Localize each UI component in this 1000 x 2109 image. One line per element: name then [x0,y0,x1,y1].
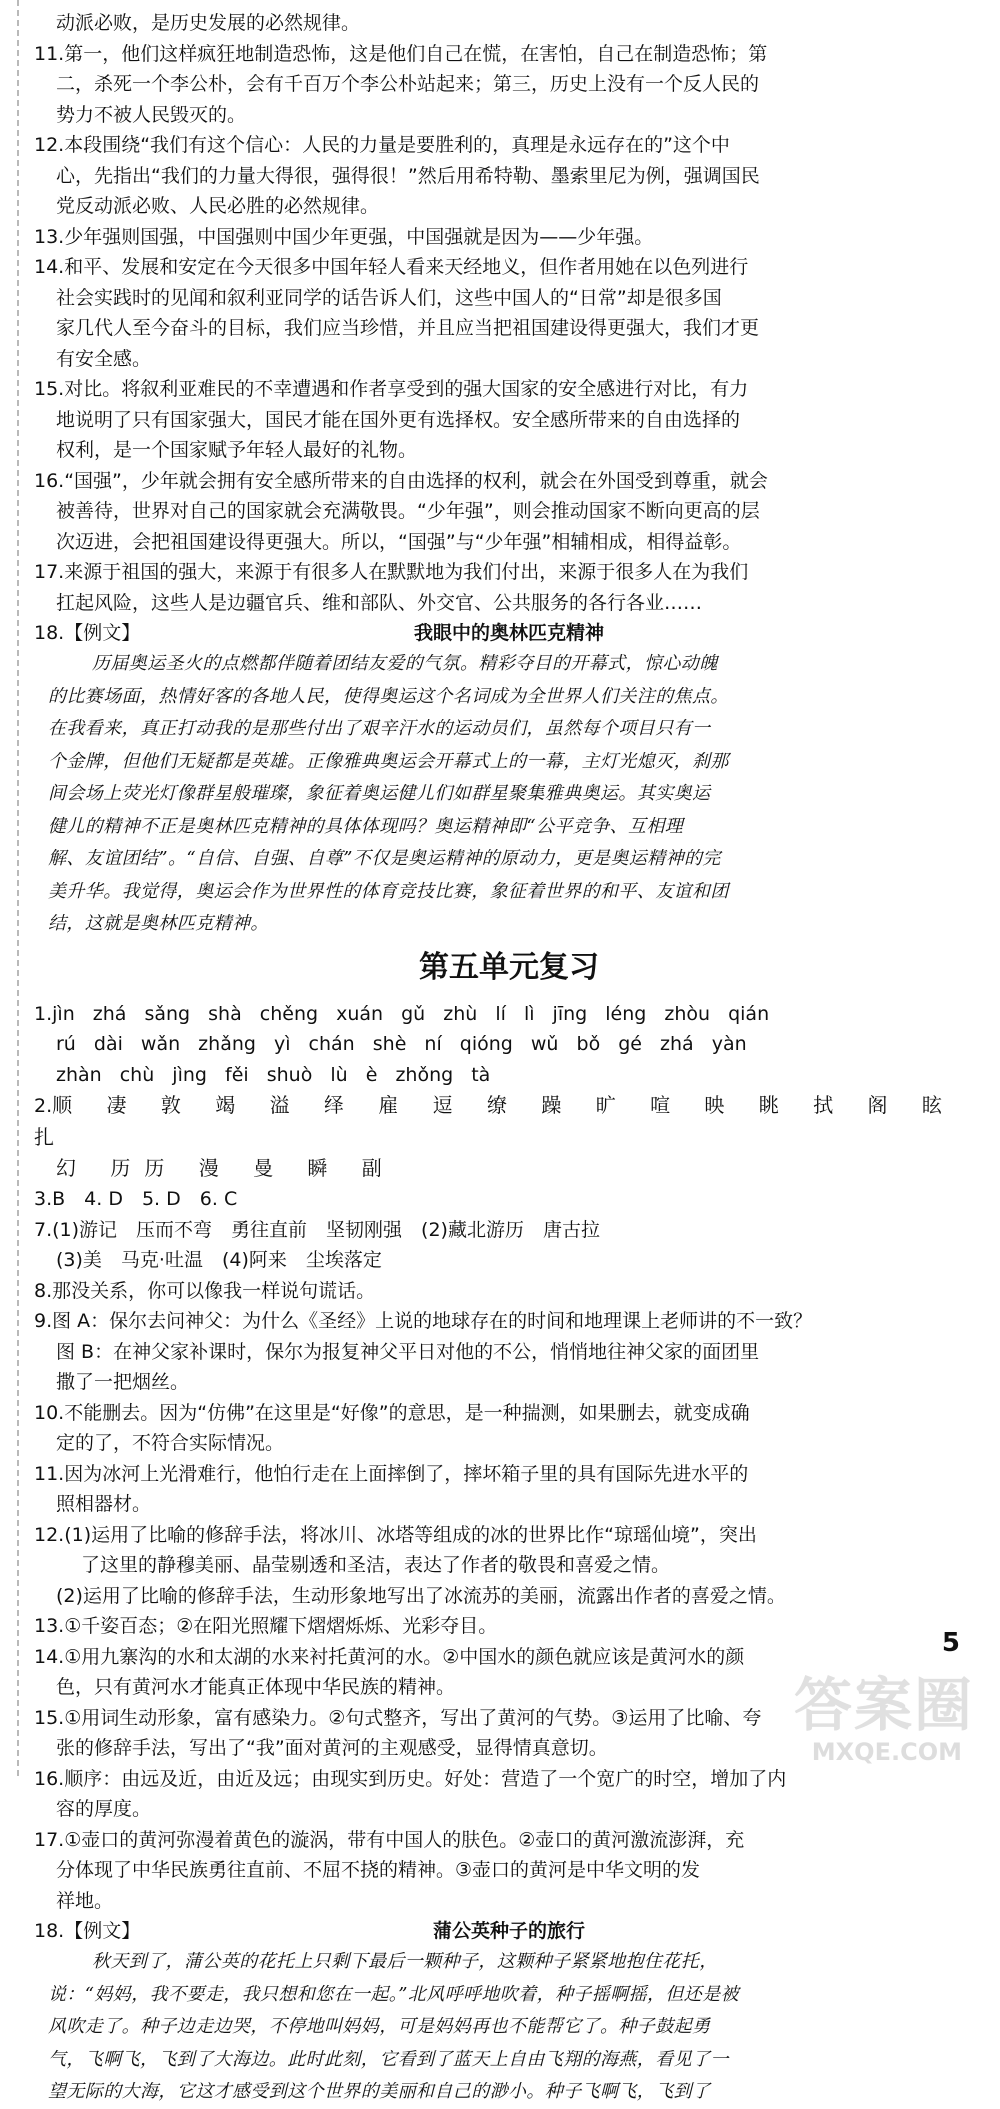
pinyin-line: zhàn chù jìng fěi shuò lù è zhǒng tà [56,1063,491,1086]
essay-line-text: 望无际的大海，它这才感受到这个世界的美丽和自己的渺小。种子飞啊飞，飞到了 [48,2081,711,2102]
answer-line: 第一，他们这样疯狂地制造恐怖，这是他们自己在慌，在害怕，自己在制造恐怖；第 [64,42,768,65]
answer-line: 有安全感。 [56,347,152,370]
answer-line: 社会实践时的见闻和叙利亚同学的话告诉人们，这些中国人的“日常”却是很多国 [56,286,722,309]
page-number: 5 [941,1628,960,1658]
unit5-answers [34,1184,984,1916]
answer-number: 3. [34,1188,53,1210]
essay-line [48,681,984,714]
essay-line [48,876,984,909]
answer-line: 家几代人至今奋斗的目标，我们应当珍惜，并且应当把祖国建设得更强大，我们才更 [56,317,760,339]
essay-1-title: 我眼中的奥林匹克精神 [413,622,604,644]
answer-line: 扛起风险，这些人是边疆官兵、维和部队、外交官、公共服务的各行各业…… [56,591,703,614]
answer-item [34,1398,984,1459]
answer-line: 心，先指出“我们的力量大得很，强得很！”然后用希特勒、墨索里尼为例，强调国民 [56,164,760,187]
answer-item [34,222,984,253]
essay-line-text: 健儿的精神不正是奥林匹克精神的具体体现吗？奥运精神即“公平竞争、互相理 [48,815,684,837]
essay-2-title: 蒲公英种子的旅行 [432,1920,585,1942]
answer-item [34,1520,984,1612]
essay-1-body [34,648,984,941]
answer-line: 被善待，世界对自己的国家就会充满敬畏。“少年强”，则会推动国家不断向更高的层 [56,500,760,522]
answer-item [34,1459,984,1520]
answer-item [34,1764,984,1825]
answer-line: 来源于祖国的强大，来源于有很多人在默默地为我们付出，来源于很多人在为我们 [64,561,749,583]
essay-line [48,908,984,941]
answer-line: 党反动派必败、人民必胜的必然规律。 [56,195,380,217]
essay-line-text: 间会场上荧光灯像群星般璀璨，象征着奥运健儿们如群星聚集雅典奥运。其实奥运 [48,783,711,804]
essay-line-text: 风吹走了。种子边走边哭，不停地叫妈妈，可是妈妈再也不能帮它了。种子鼓起勇 [48,2016,711,2037]
answer-item [34,1306,984,1398]
answer-number: 13. [34,1615,65,1637]
answer-number: 8. [34,1279,53,1302]
answer-line: 本段围绕“我们有这个信心：人民的力量是要胜利的，真理是永远存在的”这个中 [64,134,730,156]
unit4-answers [34,8,984,618]
answer-number: 12. [34,134,65,156]
answer-line: 不能删去。因为“仿佛”在这里是“好像”的意思，是一种揣测，如果删去，就变成确 [64,1401,750,1424]
essay-2-label: 18.【例文】 [34,1920,141,1942]
answer-line: 权利，是一个国家赋予年轻人最好的礼物。 [56,439,418,461]
answer-line: 次迈进，会把祖国建设得更强大。所以，“国强”与“少年强”相辅相成，相得益彰。 [56,530,742,553]
answer-line: 照相器材。 [56,1493,152,1515]
pinyin-line: rú dài wǎn zhǎng yì chán shè ní qióng wǔ bǒ gé zhá yàn [56,1033,747,1055]
answer-line: 那没关系，你可以像我一样说句谎话。 [52,1279,376,1302]
answer-number: 16. [34,469,65,492]
answer-number: 15. [34,1706,65,1729]
answer-item [34,1215,984,1276]
essay-line [48,843,984,876]
answer-item [34,1276,984,1307]
answer-line: 图 A：保尔去问神父：为什么《圣经》上说的地球存在的时间和地理课上老师讲的不一致？ [52,1310,813,1332]
answer-line: 容的厚度。 [56,1798,152,1820]
answer-number: 7. [34,1218,53,1241]
essay-line [48,1946,984,1979]
answer-item [34,374,984,466]
answer-line: (1)运用了比喻的修辞手法，将冰川、冰塔等组成的冰的世界比作“琼瑶仙境”，突出 [64,1523,757,1546]
chars-line: 幻 历历 漫 曼 瞬 副 [56,1156,396,1180]
answer-line: 势力不被人民毁灭的。 [56,103,247,126]
essay-1-label: 18.【例文】 [34,622,141,644]
answer-line: ①用词生动形象，富有感染力。②句式整齐，写出了黄河的气势。③运用了比喻、夸 [64,1706,762,1729]
answer-number: 12. [34,1523,65,1546]
answer-line: ①用九寨沟的水和太湖的水来衬托黄河的水。②中国水的颜色就应该是黄河水的颜 [64,1645,745,1668]
answer-line: 了这里的静穆美丽、晶莹剔透和圣洁，表达了作者的敬畏和喜爱之情。 [56,1554,671,1576]
answer-line: (2)运用了比喻的修辞手法，生动形象地写出了冰流苏的美丽，流露出作者的喜爱之情。 [56,1584,786,1607]
answer-item [34,252,984,374]
essay-line-text: 说：“妈妈，我不要走，我只想和您在一起。”北风呼呼地吹着，种子摇啊摇，但还是被 [48,1983,740,2005]
answer-2-characters [34,1090,984,1184]
answer-number: 15. [34,378,65,400]
essay-line [48,2044,984,2077]
answer-number: 11. [34,42,65,65]
answer-number: 17. [34,1828,65,1851]
answer-number: 16. [34,1767,65,1790]
essay-2 [34,1916,984,2109]
answer-line: (1)游记 压而不弯 勇往直前 坚韧刚强 (2)藏北游历 唐古拉 [52,1218,600,1241]
answer-line: 分体现了中华民族勇往直前、不屈不挠的精神。③壶口的黄河是中华文明的发 [56,1859,701,1881]
answer-line: 张的修辞手法，写出了“我”面对黄河的主观感受，显得情真意切。 [56,1737,608,1759]
answer-number: 2. [34,1095,53,1117]
essay-line [48,2076,984,2109]
essay-2-body [34,1946,984,2109]
essay-line-text: 解、友谊团结”。“自信、自强、自尊”不仅是奥运精神的原动力，更是奥运精神的完 [48,848,721,869]
answer-line: (3)美 马克·吐温 (4)阿来 尘埃落定 [56,1249,382,1271]
binding-dashed-line [17,0,19,1776]
watermark-text: 答案圈 [793,1671,974,1739]
answer-line: 二，杀死一个李公朴，会有千百万个李公朴站起来；第三，历史上没有一个反人民的 [56,73,760,95]
answer-line: 地说明了只有国家强大，国民才能在国外更有选择权。安全感所带来的自由选择的 [56,408,741,431]
section-title: 第五单元复习 [419,949,599,985]
essay-line-text: 个金牌，但他们无疑都是英雄。正像雅典奥运会开幕式上的一幕，主灯光熄灭，刹那 [48,750,729,772]
essay-line [48,648,984,681]
answer-line: 定的了，不符合实际情况。 [56,1432,285,1454]
essay-line-text: 的比赛场面，热情好客的各地人民，使得奥运这个名词成为全世界人们关注的焦点。 [48,685,729,707]
answer-item [34,1611,984,1642]
answer-item [34,130,984,222]
answer-line: ①壶口的黄河弥漫着黄色的漩涡，带有中国人的肤色。②壶口的黄河激流澎湃，充 [64,1828,745,1851]
answer-1-pinyin [34,999,984,1091]
answer-number: 14. [34,256,65,278]
answer-item [34,466,984,558]
answer-line: 祥地。 [56,1889,114,1912]
answer-line: 和平、发展和安定在今天很多中国年轻人看来天经地义，但作者用她在以色列进行 [64,256,749,278]
answer-line: 撒了一把烟丝。 [56,1371,190,1393]
essay-1 [34,618,984,941]
essay-line [48,1979,984,2012]
essay-line [48,746,984,779]
pinyin-line: jìn zhá sǎng shà chěng xuán gǔ zhù lí lì jīng léng zhòu qián [52,1002,770,1025]
essay-line-text: 历届奥运圣火的点燃都伴随着团结友爱的气氛。精彩夺目的开幕式，惊心动魄 [92,653,718,674]
answer-line: 少年强则国强，中国强则中国少年更强，中国强就是因为——少年强。 [64,225,654,248]
answer-item [34,557,984,618]
answer-line: 色，只有黄河水才能真正体现中华民族的精神。 [56,1676,456,1698]
essay-line [48,2011,984,2044]
essay-line-text: 结，这就是奥林匹克精神。 [48,913,269,934]
essay-line-text: 在我看来，真正打动我的是那些付出了艰辛汗水的运动员们，虽然每个项目只有一 [48,718,711,739]
answer-line: ①千姿百态；②在阳光照耀下熠熠烁烁、光彩夺目。 [64,1615,498,1637]
essay-line-text: 美升华。我觉得，奥运会作为世界性的体育竞技比赛，象征着世界的和平、友谊和团 [48,880,729,902]
answer-number: 13. [34,225,65,248]
essay-line-text: 气，飞啊飞，飞到了大海边。此时此刻，它看到了蓝天上自由飞翔的海燕，看见了一 [48,2048,729,2070]
answer-number: 1. [34,1002,53,1025]
answer-item [34,39,984,131]
answer-line: B 4. D 5. D 6. C [52,1188,238,1210]
essay-line [48,811,984,844]
watermark-logo [784,1650,974,1770]
answer-line: 动派必败，是历史发展的必然规律。 [56,12,361,34]
answer-item [34,8,984,39]
answer-line: 对比。将叙利亚难民的不幸遭遇和作者享受到的强大国家的安全感进行对比，有力 [64,378,749,400]
answer-line: “国强”，少年就会拥有安全感所带来的自由选择的权利，就会在外国受到尊重，就会 [64,469,768,492]
essay-line [48,778,984,811]
answer-number: 9. [34,1310,53,1332]
answer-line: 顺序：由远及近，由近及远；由现实到历史。好处：营造了一个宽广的时空，增加了内 [64,1767,787,1790]
answer-number: 14. [34,1645,65,1668]
watermark-url: MXQE.COM [811,1738,962,1766]
answer-item [34,1825,984,1917]
chars-line: 顺 凄 敦 竭 溢 绎 雇 逗 缭 躁 旷 喧 映 眺 拭 阁 眩 扎 [34,1093,956,1149]
answer-page [34,8,984,2109]
essay-line-text: 秋天到了，蒲公英的花托上只剩下最后一颗种子，这颗种子紧紧地抱住花托， [92,1951,718,1972]
answer-number: 10. [34,1401,65,1424]
answer-number: 11. [34,1462,65,1485]
essay-line [48,713,984,746]
answer-line: 图 B：在神父家补课时，保尔为报复神父平日对他的不公，悄悄地往神父家的面团里 [56,1340,760,1363]
answer-number: 17. [34,561,65,583]
answer-line: 因为冰河上光滑难行，他怕行走在上面摔倒了，摔坏箱子里的具有国际先进水平的 [64,1462,749,1485]
answer-item [34,1184,984,1215]
